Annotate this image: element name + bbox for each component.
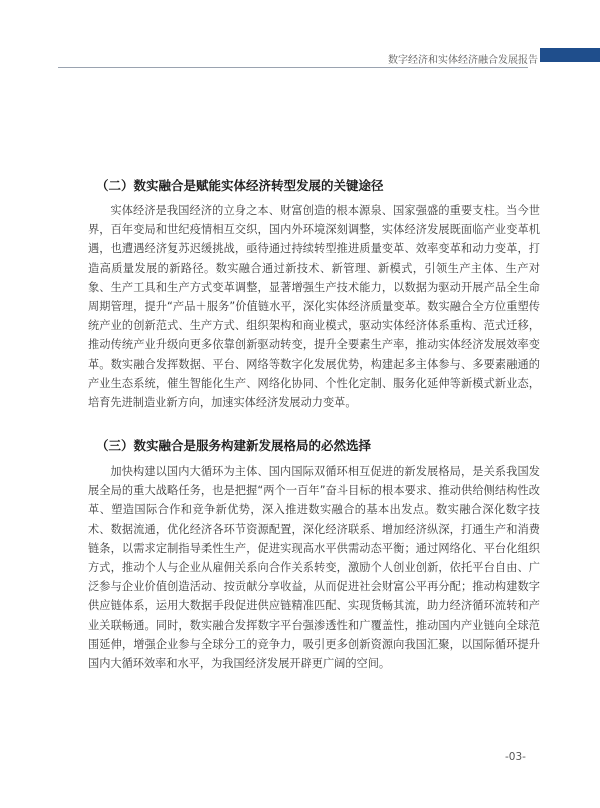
section-body-3: 加快构建以国内大循环为主体、国内国际双循环相互促进的新发展格局，是关系我国发展全局的重大战略任务，也是把握“两个一百年”奋斗目标的根本要求、推动供给侧结构性改革、塑造国际合作和竞争新优势，深入推进数实融合的基本出发点。数实融合深化数字技术、数据流通，优化经济各环节资源配置，深化经济联系、增加经济纵深，打通生产和消费链条，以需求定制指导柔性生产，促进实现高水平供需动态平衡；通过网络化、平台化组织方式，推动个人与企业从雇佣关系向合作关系转变，激励个人创业创新，依托平台自由、广泛参与企业价值创造活动、按贡献分享收益，从而促进社会财富公平再分配；推动构建数字供应链体系，运用大数据手段促进供应链精准匹配、实现货畅其流，助力经济循环流转和产业关联畅通。同时，数实融合发挥数字平台强渗透性和广覆盖性，推动国内产业链向全球范围延伸，增强企业参与全球分工的竞争力，吸引更多创新资源向我国汇聚，以国际循环提升国内大循环效率和水平，为我国经济发展开辟更广阔的空间。 bbox=[88, 465, 540, 671]
header-accent-bar bbox=[540, 48, 600, 62]
section-heading-2: （二）数实融合是赋能实体经济转型发展的关键途径 bbox=[96, 178, 384, 193]
page-number: -03- bbox=[505, 751, 526, 763]
section-body-2: 实体经济是我国经济的立身之本、财富创造的根本源泉、国家强盛的重要支柱。当今世界，百年变局和世纪疫情相互交织，国内外环境深刻调整，实体经济发展既面临产业变革机遇，也遭遇经济复苏迟缓挑战，亟待通过持续转型推进质量变革、效率变革和动力变革，打造高质量发展的新路径。数实融合通过新技术、新管理、新模式，引领生产主体、生产对象、生产工具和生产方式变革调整，显著增强生产技术能力，以数据为驱动开展产品全生命周期管理，提升“产品＋服务”价值链水平，深化实体经济质量变革。数实融合全方位重塑传统产业的创新范式、生产方式、组织架构和商业模式，驱动实体经济体系重构、范式迁移，推动传统产业升级向更多依靠创新驱动转变，提升全要素生产率，推动实体经济发展效率变革。数实融合发挥数据、平台、网络等数字化发展优势，构建起多主体参与、多要素融通的产业生态系统，催生智能化生产、网络化协同、个性化定制、服务化延伸等新模式新业态，培育先进制造业新方向，加速实体经济发展动力变革。 bbox=[88, 204, 540, 410]
report-title: 数字经济和实体经济融合发展报告 bbox=[388, 55, 538, 66]
header-divider bbox=[58, 67, 528, 68]
section-heading-3: （三）数实融合是服务构建新发展格局的必然选择 bbox=[96, 438, 372, 453]
